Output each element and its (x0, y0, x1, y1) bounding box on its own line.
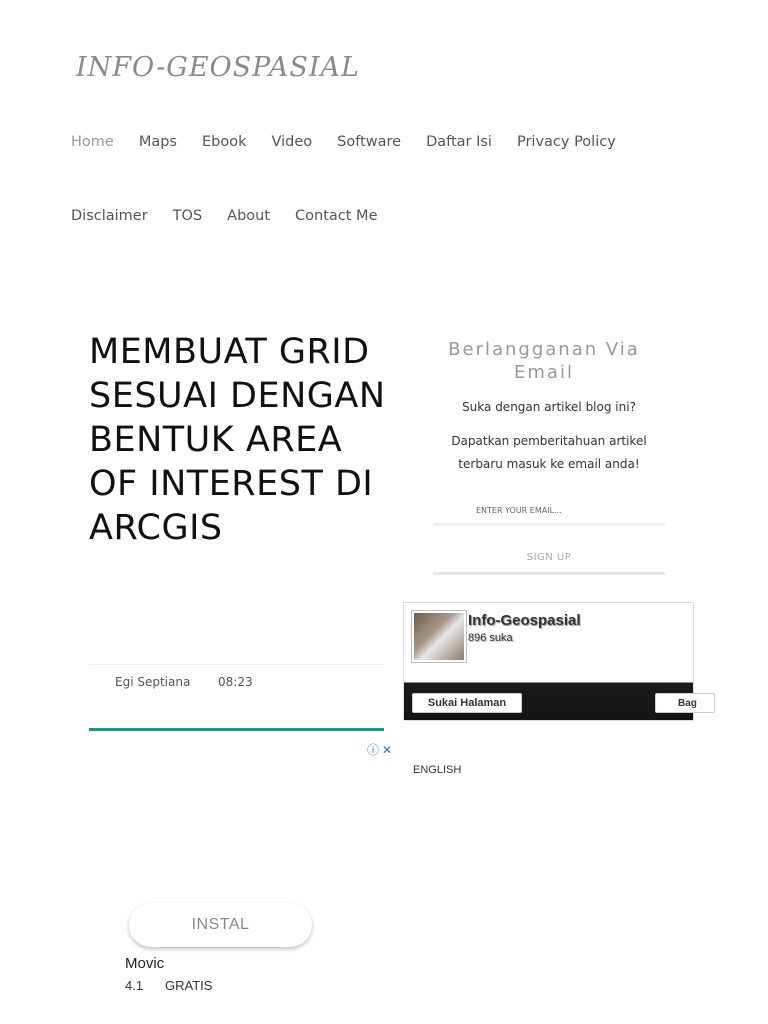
ad-app-rating: 4.1 (125, 978, 144, 993)
facebook-like-button[interactable]: Sukai Halaman (412, 693, 522, 713)
nav-item-software[interactable]: Software (337, 134, 402, 150)
nav-item-contact-me[interactable]: Contact Me (295, 208, 378, 224)
post-meta-divider (89, 664, 384, 665)
post-author[interactable]: Egi Septiana (115, 675, 191, 689)
subscribe-signup-button[interactable]: SIGN UP (433, 543, 665, 575)
facebook-share-button[interactable]: Bag (655, 693, 715, 713)
facebook-page-thumbnail[interactable] (412, 611, 466, 662)
post-time[interactable]: 08:23 (218, 675, 253, 689)
subscribe-text-description: Dapatkan pemberitahuan artikel terbaru masuk ke email anda! (451, 434, 647, 471)
ad-app-name[interactable]: Movic (125, 955, 165, 972)
nav-item-maps[interactable]: Maps (138, 134, 177, 150)
ad-install-button[interactable]: INSTAL (129, 903, 312, 947)
ad-app-price: GRATIS (165, 978, 213, 993)
nav-item-about[interactable]: About (227, 208, 271, 224)
nav-item-tos[interactable]: TOS (172, 208, 203, 224)
facebook-page-widget[interactable] (403, 602, 697, 721)
main-nav-row-1 (71, 134, 641, 150)
main-nav-row-2 (71, 208, 403, 224)
post-title: MEMBUAT GRID SESUAI DENGAN BENTUK AREA OF INTEREST DI ARCGIS (89, 332, 386, 548)
nav-item-home[interactable]: Home (71, 134, 114, 150)
nav-item-disclaimer[interactable]: Disclaimer (71, 208, 148, 224)
site-title[interactable]: INFO-GEOSPASIAL (76, 52, 360, 83)
ad-controls (367, 741, 395, 758)
ad-close-icon[interactable]: ✕ (382, 743, 393, 757)
nav-item-ebook[interactable]: Ebook (201, 134, 247, 150)
subscribe-text-question: Suka dengan artikel blog ini? (462, 400, 636, 414)
facebook-page-name[interactable]: Info-Geospasial (468, 612, 581, 629)
ad-info-icon[interactable]: ⓘ (367, 743, 380, 757)
post-header-accent-line (89, 728, 384, 731)
nav-item-daftar-isi[interactable]: Daftar Isi (426, 134, 492, 150)
facebook-like-count: 896 suka (468, 632, 513, 644)
nav-item-video[interactable]: Video (271, 134, 313, 150)
language-selector[interactable]: ENGLISH (413, 764, 462, 776)
subscribe-email-input[interactable] (433, 498, 665, 526)
subscribe-heading: Berlangganan Via Email (448, 339, 640, 383)
nav-item-privacy-policy[interactable]: Privacy Policy (516, 134, 616, 150)
